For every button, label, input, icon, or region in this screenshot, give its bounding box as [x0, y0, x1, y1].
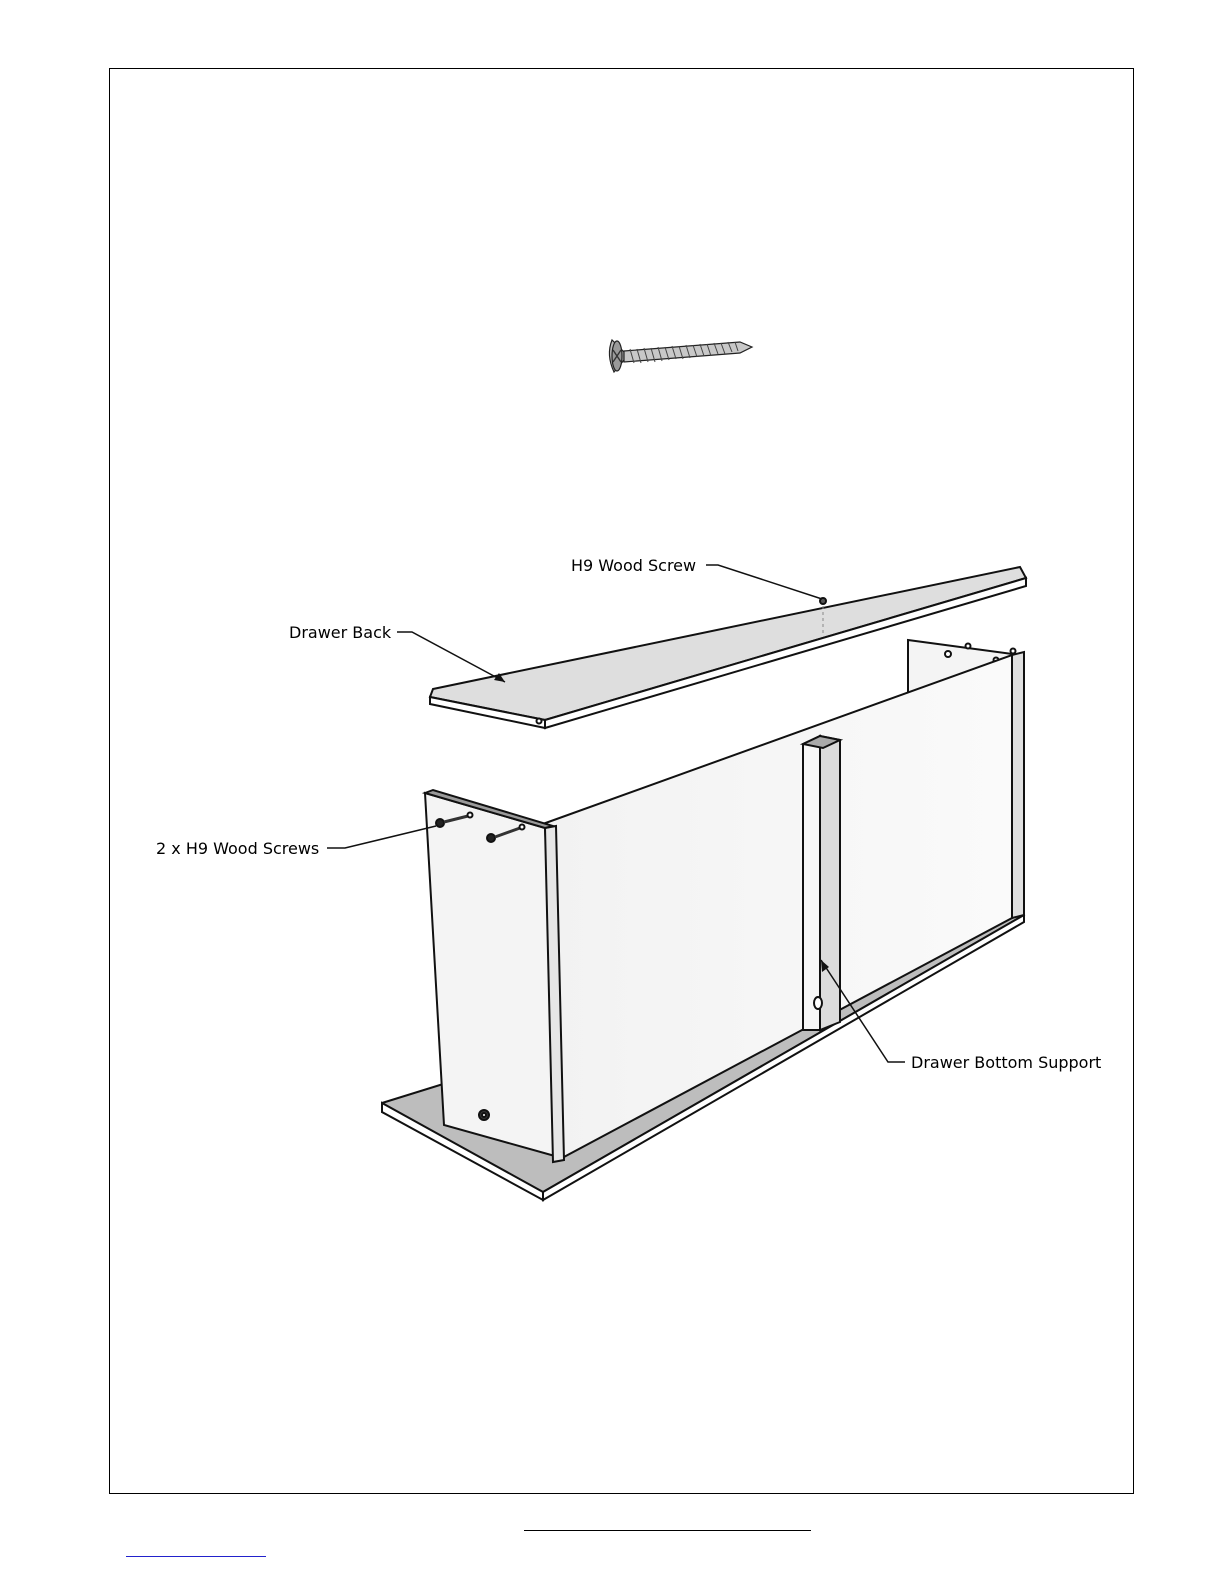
footer-link-underline — [126, 1556, 266, 1557]
drawer-side-panel — [425, 790, 564, 1162]
label-h9-wood-screw: H9 Wood Screw — [571, 556, 697, 575]
label-drawer-back: Drawer Back — [289, 623, 392, 642]
drawer-front-panel — [540, 655, 1012, 1158]
label-two-h9-wood-screws: 2 x H9 Wood Screws — [156, 839, 320, 858]
bottom-support-rail — [803, 736, 840, 1030]
screw-icon — [609, 340, 752, 372]
footer-rule — [524, 1530, 811, 1531]
label-drawer-bottom-support: Drawer Bottom Support — [911, 1053, 1102, 1072]
